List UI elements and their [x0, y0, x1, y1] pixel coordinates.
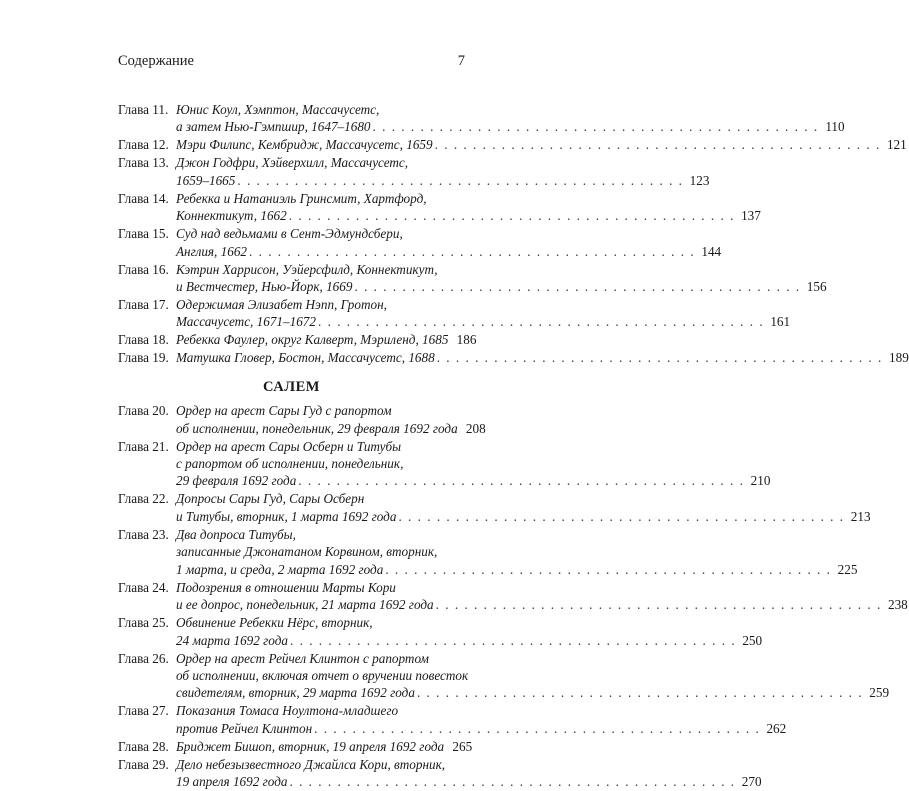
toc-entry[interactable] — [118, 136, 907, 153]
page-number: 7 — [457, 53, 465, 69]
chapter-title-line: Показания Томаса Ноултона-младшего — [176, 703, 399, 719]
chapter-title-line: Мэри Филипс, Кембридж, Массачусетс, 1659 — [176, 137, 433, 153]
table-of-contents — [118, 101, 909, 791]
chapter-page-number: 189 — [889, 350, 909, 366]
dot-leader: . . . . . . . . . . . . . . . . . . . . . . . . . . . . . . . . . . . . . . . . . . . . . . . — [435, 597, 882, 613]
dot-leader: . . . . . . . . . . . . . . . . . . . . . . . . . . . . . . . . . . . . . . . . . . . . . . . — [289, 774, 736, 790]
chapter-title-line: и Титубы, вторник, 1 марта 1692 года — [176, 508, 397, 524]
chapter-title-line: Англия, 1662 — [176, 243, 248, 259]
chapter-number: Глава 23. — [118, 526, 169, 542]
chapter-number: Глава 11. — [118, 102, 169, 117]
chapter-page-number: 259 — [869, 685, 890, 701]
chapter-page-number: 213 — [850, 508, 871, 524]
chapter-number: Глава 15. — [118, 226, 169, 242]
chapter-number: Глава 20. — [118, 403, 169, 419]
chapter-title-line: 29 февраля 1692 года — [176, 473, 297, 489]
chapter-title — [176, 738, 473, 755]
chapter-page-number: 121 — [886, 137, 907, 153]
dot-leader: . . . . . . . . . . . . . . . . . . . . . . . . . . . . . . . . . . . . . . . . . . . . . . . — [237, 172, 684, 188]
toc-entry[interactable] — [118, 756, 762, 791]
chapter-title-line: свидетелям, вторник, 29 марта 1692 года — [176, 685, 415, 701]
chapter-title — [176, 136, 907, 153]
chapter-title-line: 1659–1665 — [176, 172, 236, 188]
toc-entry[interactable] — [118, 101, 845, 136]
dot-leader: . . . . . . . . . . . . . . . . . . . . . . . . . . . . . . . . . . . . . . . . . . . . . . . — [249, 243, 696, 259]
chapter-page-number: 262 — [766, 720, 787, 736]
chapter-page-number: 210 — [750, 473, 771, 489]
chapter-page-number: 270 — [741, 774, 762, 790]
chapter-title-line: Ордер на арест Рейчел Клинтон с рапортом — [176, 650, 429, 666]
toc-entry[interactable] — [118, 190, 761, 225]
chapter-title-line: 1 марта, и среда, 2 марта 1692 года — [176, 561, 384, 577]
toc-entry[interactable] — [118, 154, 710, 189]
dot-leader: . . . . . . . . . . . . . . . . . . . . . . . . . . . . . . . . . . . . . . . . . . . . . . . — [298, 473, 745, 489]
toc-entry[interactable] — [118, 650, 890, 702]
chapter-title — [176, 650, 890, 702]
chapter-title-line: Матушка Гловер, Бостон, Массачусетс, 1688 — [176, 350, 435, 366]
chapter-title-line: Ордер на арест Сары Осберн и Титубы — [176, 438, 402, 454]
chapter-title — [176, 614, 763, 649]
dot-leader: . . . . . . . . . . . . . . . . . . . . . . . . . . . . . . . . . . . . . . . . . . . . . . . — [434, 137, 881, 153]
chapter-title-line: об исполнении, понедельник, 29 февраля 1692 года — [176, 420, 458, 436]
chapter-title — [176, 154, 710, 189]
chapter-title-line: с рапортом об исполнении, понедельник, — [176, 456, 404, 472]
chapter-title-line: Ребекка и Натаниэль Гринсмит, Хартфорд, — [176, 190, 427, 206]
chapter-title-line: Ордер на арест Сары Гуд с рапортом — [176, 403, 392, 419]
toc-entry[interactable] — [118, 579, 908, 614]
chapter-number: Глава 16. — [118, 261, 169, 277]
chapter-title-line: и Вестчестер, Нью-Йорк, 1669 — [176, 279, 353, 295]
chapter-title — [176, 579, 908, 614]
chapter-title-line: Одержимая Элизабет Нэпп, Гротон, — [176, 297, 387, 313]
chapter-number: Глава 29. — [118, 756, 169, 772]
chapter-title-line: а затем Нью-Гэмпшир, 1647–1680 — [176, 119, 371, 135]
chapter-page-number: 156 — [806, 279, 827, 295]
chapter-title-line: Бриджет Бишоп, вторник, 19 апреля 1692 года — [176, 738, 445, 754]
chapter-title-line: Коннектикут, 1662 — [176, 208, 287, 224]
chapter-number: Глава 19. — [118, 350, 169, 366]
chapter-title-line: Юнис Коул, Хэмптон, Массачусетс, — [176, 102, 380, 117]
chapter-number: Глава 13. — [118, 155, 169, 171]
chapter-title — [176, 261, 827, 296]
chapter-title-line: против Рейчел Клинтон — [176, 720, 313, 736]
chapter-number: Глава 26. — [118, 650, 169, 666]
chapter-title-line: записанные Джонатаном Корвином, вторник, — [176, 544, 438, 560]
toc-entry[interactable] — [118, 331, 477, 348]
chapter-title — [176, 225, 722, 260]
chapter-page-number: 250 — [742, 632, 763, 648]
chapter-number: Глава 14. — [118, 190, 169, 206]
chapter-number: Глава 24. — [118, 579, 169, 595]
chapter-title — [176, 402, 486, 437]
chapter-number: Глава 25. — [118, 615, 169, 631]
chapter-page-number: 161 — [770, 314, 791, 330]
chapter-title — [176, 296, 791, 331]
toc-entry[interactable] — [118, 438, 771, 490]
chapter-title — [176, 490, 871, 525]
chapter-page-number: 225 — [837, 561, 858, 577]
dot-leader: . . . . . . . . . . . . . . . . . . . . . . . . . . . . . . . . . . . . . . . . . . . . . . . — [290, 632, 737, 648]
toc-entry[interactable] — [118, 261, 827, 296]
dot-leader: . . . . . . . . . . . . . . . . . . . . . . . . . . . . . . . . . . . . . . . . . . . . . . . — [372, 119, 819, 135]
chapter-page-number: 144 — [701, 243, 722, 259]
toc-entry[interactable] — [118, 490, 871, 525]
chapter-title-line: Подозрения в отношении Марты Кори — [176, 579, 396, 595]
toc-entry[interactable] — [118, 614, 763, 649]
chapter-title-line: Допросы Сары Гуд, Сары Осберн — [176, 491, 365, 507]
chapter-title — [176, 438, 771, 490]
running-header — [118, 52, 465, 70]
chapter-page-number: 110 — [825, 119, 845, 135]
dot-leader: . . . . . . . . . . . . . . . . . . . . . . . . . . . . . . . . . . . . . . . . . . . . . . . — [398, 508, 845, 524]
chapter-title-line: Обвинение Ребекки Нёрс, вторник, — [176, 615, 373, 631]
chapter-title — [176, 190, 761, 225]
chapter-title-line: Кэтрин Харрисон, Уэйерсфилд, Коннектикут, — [176, 261, 438, 277]
chapter-title-line: Два допроса Титубы, — [176, 526, 296, 542]
chapter-title-line: 19 апреля 1692 года — [176, 774, 288, 790]
chapter-title-line: об исполнении, включая отчет о вручении повесток — [176, 667, 469, 683]
chapter-title-line: и ее допрос, понедельник, 21 марта 1692 года — [176, 597, 434, 613]
chapter-number: Глава 21. — [118, 438, 169, 454]
section-title-salem: САЛЕМ — [263, 378, 320, 395]
chapter-page-number: 123 — [689, 172, 710, 188]
chapter-number: Глава 28. — [118, 738, 169, 754]
dot-leader: . . . . . . . . . . . . . . . . . . . . . . . . . . . . . . . . . . . . . . . . . . . . . . . — [354, 279, 801, 295]
toc-entry[interactable] — [118, 402, 486, 437]
chapter-number: Глава 22. — [118, 491, 169, 507]
toc-entry[interactable] — [118, 296, 791, 331]
toc-entry[interactable] — [118, 738, 473, 755]
chapter-page-number: 137 — [741, 208, 761, 224]
chapter-title-line: Массачусетс, 1671–1672 — [176, 314, 316, 330]
toc-entry[interactable] — [118, 225, 722, 260]
chapter-title-line: 24 марта 1692 года — [176, 632, 288, 648]
chapter-title — [176, 756, 762, 791]
running-title: Содержание — [118, 53, 194, 69]
chapter-title-line: Суд над ведьмами в Сент-Эдмундсбери, — [176, 226, 403, 242]
dot-leader: . . . . . . . . . . . . . . . . . . . . . . . . . . . . . . . . . . . . . . . . . . . . . . . — [416, 685, 864, 701]
chapter-title-line: Дело небезызвестного Джайлса Кори, вторник, — [176, 756, 446, 772]
chapter-number: Глава 12. — [118, 137, 169, 153]
chapter-number: Глава 18. — [118, 332, 169, 348]
dot-leader: . . . . . . . . . . . . . . . . . . . . . . . . . . . . . . . . . . . . . . . . . . . . . . . — [314, 720, 761, 736]
toc-group-earlier-cases — [118, 101, 909, 367]
chapter-page-number: 186 — [456, 332, 477, 348]
chapter-title — [176, 702, 787, 737]
toc-group-salem — [118, 402, 908, 790]
chapter-title — [176, 331, 477, 348]
chapter-page-number: 265 — [452, 738, 473, 754]
chapter-page-number: 238 — [887, 597, 908, 613]
chapter-number: Глава 17. — [118, 297, 169, 313]
chapter-title — [176, 101, 845, 136]
dot-leader: . . . . . . . . . . . . . . . . . . . . . . . . . . . . . . . . . . . . . . . . . . . . . . . — [318, 314, 765, 330]
dot-leader: . . . . . . . . . . . . . . . . . . . . . . . . . . . . . . . . . . . . . . . . . . . . . . . — [436, 350, 883, 366]
chapter-page-number: 208 — [465, 420, 486, 436]
chapter-title-line: Джон Годфри, Хэйверхилл, Массачусетс, — [176, 155, 409, 171]
dot-leader: . . . . . . . . . . . . . . . . . . . . . . . . . . . . . . . . . . . . . . . . . . . . . . . — [385, 561, 832, 577]
chapter-title — [176, 349, 909, 366]
chapter-title — [176, 526, 858, 578]
toc-entry[interactable] — [118, 526, 858, 578]
chapter-title-line: Ребекка Фаулер, округ Калверт, Мэриленд, 1685 — [176, 332, 449, 348]
chapter-number: Глава 27. — [118, 703, 169, 719]
toc-entry[interactable] — [118, 349, 909, 366]
dot-leader: . . . . . . . . . . . . . . . . . . . . . . . . . . . . . . . . . . . . . . . . . . . . . . . — [288, 208, 735, 224]
toc-entry[interactable] — [118, 702, 787, 737]
